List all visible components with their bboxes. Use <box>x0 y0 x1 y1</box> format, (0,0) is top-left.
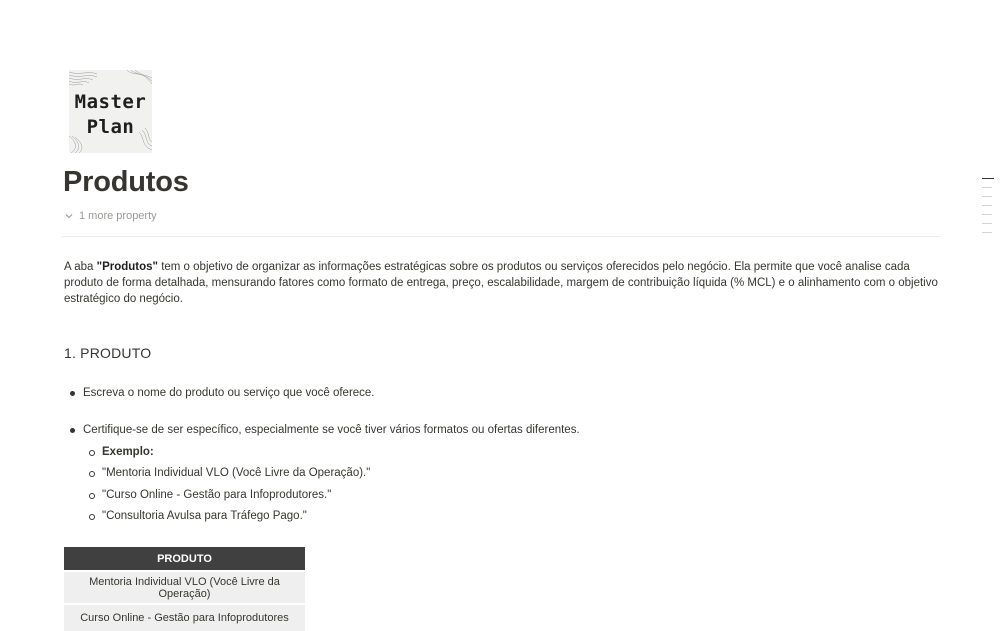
table-header-produto[interactable]: PRODUTO <box>64 547 305 571</box>
cover-text-plan: Plan <box>86 116 135 138</box>
toc-entry-line[interactable] <box>982 214 992 215</box>
table-cell[interactable]: Mentoria Individual VLO (Você Livre da Operação) <box>64 571 305 604</box>
page-cover-image[interactable] <box>69 70 152 153</box>
list-item-text: Escreva o nome do produto ou serviço que você oferece. <box>83 387 375 399</box>
more-properties-label: 1 more property <box>79 210 157 222</box>
list-item-text: "Curso Online - Gestão para Infoprodutores." <box>102 489 332 501</box>
section-heading[interactable]: 1. PRODUTO <box>64 345 152 361</box>
intro-bold-term: "Produtos" <box>96 261 158 273</box>
chevron-down-icon <box>64 211 74 221</box>
intro-text: tem o objetivo de organizar as informações estratégicas sobre os produtos ou serviços oferecidos pelo negócio. Ela permite que você analise cada produto de forma detalhada, mensurando fatores como formato de entrega, preço, escalabilidade, margem de contribuição líquida (% MCL) e o alinhamento com o objetivo estratégico do negócio. <box>64 261 938 305</box>
sub-list-item[interactable] <box>102 465 370 481</box>
toc-entry-line[interactable] <box>982 196 992 197</box>
list-item-text: "Consultoria Avulsa para Tráfego Pago." <box>102 510 307 522</box>
page-title[interactable]: Produtos <box>63 166 189 198</box>
intro-paragraph[interactable] <box>64 259 940 307</box>
bullet-circle-icon <box>89 450 95 456</box>
table-row <box>64 571 305 604</box>
toc-entry-line[interactable] <box>982 187 992 188</box>
sub-list-item[interactable] <box>102 487 331 503</box>
cover-text-master: Master <box>74 91 147 113</box>
product-table <box>64 547 305 631</box>
list-item[interactable] <box>83 385 375 401</box>
bullet-circle-icon <box>89 514 95 520</box>
toc-entry-line[interactable] <box>982 205 992 206</box>
bullet-dot-icon <box>70 391 75 396</box>
list-item[interactable] <box>83 422 580 438</box>
sub-list-item-example-label[interactable] <box>102 444 154 460</box>
more-properties-toggle[interactable] <box>64 210 157 222</box>
table-cell[interactable]: Curso Online - Gestão para Infoprodutores <box>64 604 305 631</box>
intro-prefix: A aba <box>64 261 97 273</box>
list-item-text: "Mentoria Individual VLO (Você Livre da Operação)." <box>102 467 371 479</box>
toc-entry-line[interactable] <box>982 178 994 179</box>
toc-entry-line[interactable] <box>982 232 992 233</box>
toc-entry-line[interactable] <box>982 223 992 224</box>
properties-divider <box>62 236 940 237</box>
bullet-circle-icon <box>89 493 95 499</box>
list-item-text: Exemplo: <box>102 446 154 458</box>
sub-list-item[interactable] <box>102 508 307 524</box>
list-item-text: Certifique-se de ser específico, especialmente se você tiver vários formatos ou ofertas diferentes. <box>83 424 580 436</box>
bullet-dot-icon <box>70 428 75 433</box>
table-of-contents-minimap[interactable] <box>982 178 994 241</box>
table-row <box>64 604 305 631</box>
bullet-circle-icon <box>89 471 95 477</box>
